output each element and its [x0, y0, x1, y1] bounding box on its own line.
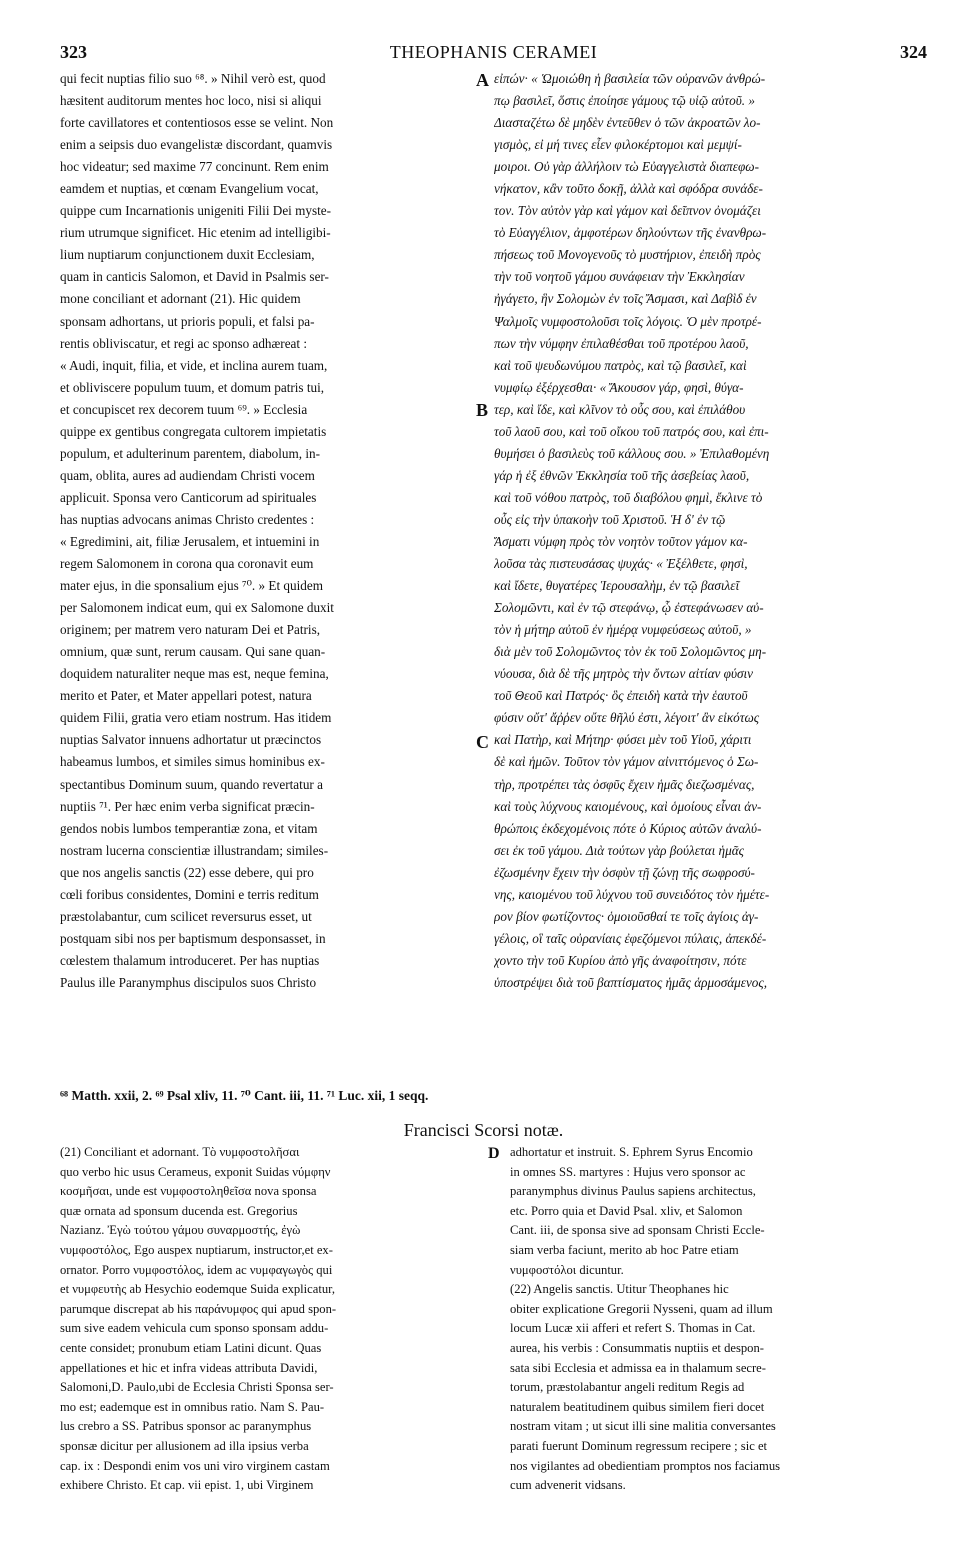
- note-text-line: sata sibi Ecclesia et admissa ea in thalamum secre-: [510, 1360, 766, 1375]
- note-text-line: sponsæ dicitur per allusionem ad illa ipsius verba: [60, 1438, 309, 1453]
- greek-text-line: τὸ Εὐαγγέλιον, ἀμφοτέρων δηλούντων τῆς ἐνανθρω-: [494, 225, 767, 241]
- latin-text-line: hoc videatur; sed maxime 77 concinunt. Rem enim: [60, 159, 329, 175]
- greek-text-line: χοντο τὴν τοῦ Κυρίου ἀπὸ γῆς ἀναφοίτησιν, πότε: [494, 952, 747, 968]
- latin-text-line: præstolabantur, cum scilicet reversurus esset, ut: [60, 908, 312, 924]
- note-text-line: locum Lucæ xii afferi et refert S. Thomas in Cat.: [510, 1321, 756, 1336]
- greek-text-line: σει ἐκ τοῦ γάμου. Διὰ τούτων γὰρ βούλεται ἡμᾶς: [494, 842, 744, 858]
- note-text-line: paranymphus divinus Paulus sapiens architectus,: [510, 1184, 756, 1199]
- greek-text-line: τὴρ, προτρέπει τὰς ὀσφῦς ἔχειν ἡμᾶς διεζωσμένας,: [494, 776, 755, 792]
- margin-marker-c: C: [476, 732, 489, 752]
- running-title: THEOPHANIS CERAMEI: [389, 42, 598, 62]
- note-text-line: aurea, his verbis : Consummatis nuptiis et despon-: [510, 1340, 764, 1355]
- latin-text-line: doquidem naturaliter neque mas est, neque femina,: [60, 666, 329, 682]
- latin-text-line: nostram lucerna conscientiæ illustrandam; similes-: [60, 842, 329, 858]
- greek-text-line: Ἄσματι νύμφη πρὸς τὸν νοητὸν τοῦτον γάμον κα-: [494, 533, 748, 549]
- note-text-line: parumque discrepat ab his παράνυμφος qui apud spon-: [60, 1301, 337, 1316]
- latin-text-line: nuptias Salvator innuens adhortatur ut præcinctos: [60, 732, 322, 748]
- margin-marker-d: D: [488, 1145, 500, 1162]
- greek-text-line: ἐζωσμένην ἔχειν τὴν ὀσφὺν τῇ ζώνῃ τῆς σωφροσύ-: [494, 864, 755, 880]
- greek-text-line: τον. Τὸν αὐτὸν γὰρ καὶ γάμον καὶ δεῖπνον ὀνομάζει: [494, 203, 761, 219]
- page-header: [60, 42, 927, 66]
- latin-text-line: et obliviscere populum tuum, et domum patris tui,: [60, 379, 325, 395]
- note-text-line: exhibere Christo. Et cap. vii epist. 1, ubi Virginem: [60, 1478, 314, 1493]
- latin-text-line: Paulus ille Paranymphus discipulos suos Christo: [60, 974, 317, 990]
- notes-right-column: [510, 1143, 940, 1496]
- latin-text-line: sponsam adhortans, ut prioris populi, et falsi pa-: [60, 313, 315, 329]
- latin-text-line: merito et Pater, et Mater appellari potest, natura: [60, 688, 312, 704]
- latin-text-line: quidem Filii, gratia vero etiam nostrum. Has itidem: [60, 710, 332, 726]
- greek-text-line: εἰπών· « Ὡμοιώθη ἡ βασιλεία τῶν οὐρανῶν ἀνθρώ-: [494, 71, 766, 86]
- greek-text-line: ἠγάγετο, ἣν Σολομὼν ἐν τοῖς Ἄσμασι, καὶ Δαβὶδ ἐν: [494, 291, 757, 307]
- latin-text-line: quippe ex gentibus congregata cultorem impietatis: [60, 423, 327, 439]
- latin-text-line: per Salomonem indicat eum, qui ex Salomone duxit: [60, 600, 334, 616]
- notes-title: Francisci Scorsi notæ.: [403, 1120, 564, 1140]
- greek-text-line: τοῦ λαοῦ σου, καὶ τοῦ οἴκου τοῦ πατρός σου, καὶ ἐπι-: [494, 423, 769, 439]
- latin-text-line: quippe cum Incarnationis unigeniti Filii Dei myste-: [60, 203, 332, 219]
- note-text-line: mo est; eademque est in omnibus ratio. Nam S. Pau-: [60, 1399, 325, 1414]
- page-number-right: 324: [900, 42, 927, 62]
- greek-text-line: γισμὸς, εἰ μή τινες εἶεν φιλοκέρτομοι καὶ μεμψί-: [494, 137, 742, 153]
- latin-text-line: omnium, quæ sunt, rerum causam. Qui sane quan-: [60, 644, 326, 660]
- latin-text-line: applicuit. Sponsa vero Canticorum ad spirituales: [60, 489, 317, 505]
- greek-text-line: θυμήσει ὁ βασιλεὺς τοῦ κάλλους σου. » Ἐπιλαθομένη: [494, 445, 770, 461]
- note-text-line: nostram vitam ; ut sicut illi sine malitia conversantes: [510, 1419, 776, 1434]
- greek-text-line: γέλοις, οἳ ταῖς οὐρανίαις ἐφεζόμενοι πύλαις, ἀπεκδέ-: [494, 930, 767, 946]
- notes-left-column: [60, 1143, 480, 1496]
- latin-text-line: spectantibus Dominum suum, quando revertatur a: [60, 776, 323, 792]
- latin-text-line: has nuptias advocans animas Christo credentes :: [60, 511, 315, 527]
- greek-text-line: νήκατον, κἂν τοῦτο δοκῇ, ἀλλὰ καὶ σφόδρα συνάδε-: [494, 181, 763, 197]
- note-text-line: Cant. iii, de sponsa sive ad sponsam Christi Eccle-: [510, 1223, 765, 1238]
- greek-text-line: θρώποις ἐκδεχομένοις πότε ὁ Κύριος αὐτῶν ἀναλύ-: [494, 820, 762, 836]
- note-text-line: νυμφοστόλος, Ego auspex nuptiarum, instructor,et ex-: [60, 1242, 333, 1257]
- latin-text-line: que nos angelis sanctis (22) esse debere, qui pro: [60, 864, 314, 880]
- greek-text-line: τὸν ἡ μήτηρ αὐτοῦ ἐν ἡμέρᾳ νυμφεύσεως αὐτοῦ, »: [494, 622, 752, 638]
- margin-marker-a: A: [476, 70, 489, 90]
- latin-text-line: qui fecit nuptias filio suo ⁶⁸. » Nihil verò est, quod: [60, 71, 326, 86]
- greek-text-line: ρον βίον φωτίζοντος· ὁμοιοῦσθαί τε τοῖς ἁγίοις ἀγ-: [494, 908, 759, 924]
- greek-text-line: τοῦ Θεοῦ καὶ Πατρός· ὃς ἐπειδὴ κατὰ τὴν ἑαυτοῦ: [494, 688, 748, 704]
- note-text-line: cap. ix : Despondi enim vos uni viro virginem castam: [60, 1458, 330, 1473]
- greek-text-line: πων τὴν νύμφην ἐπιλαθέσθαι τοῦ προτέρου λαοῦ,: [494, 335, 749, 351]
- latin-text-line: rium utrumque significet. Hic etenim ad intelligibi-: [60, 225, 331, 241]
- greek-text-line: οὖς εἰς τὴν ὑπακοὴν τοῦ Χριστοῦ. Ἡ δ' ἐν τῷ: [494, 511, 726, 527]
- note-text-line: Nazianz. Ἐγὼ τούτου γάμου συναρμοστής, ἐγὼ: [60, 1223, 301, 1238]
- latin-text-line: enim a seipsis duo evangelistæ discordant, quamvis: [60, 137, 333, 153]
- greek-text-line: Διασταζέτω δὲ μηδὲν ἐντεῦθεν ὁ τῶν ἀκροατῶν λο-: [494, 115, 761, 131]
- greek-text-line: Ψαλμοῖς νυμφοστολοῦσι τοῖς λόγοις. Ὁ μὲν προτρέ-: [494, 313, 762, 329]
- note-text-line: appellationes et hic et infra videas attributa Davidi,: [60, 1360, 318, 1375]
- latin-text-line: postquam sibi nos per baptismum desponsasset, in: [60, 930, 326, 946]
- latin-text-line: cœli foribus considentes, Domini e terris reditum: [60, 886, 319, 902]
- note-text-line: lus crebro a SS. Patribus sponsor ac paranymphus: [60, 1419, 312, 1434]
- greek-text-line: διὰ μὲν τοῦ Σολομῶντος τὸν ἐκ τοῦ Σολομῶντος μη-: [494, 644, 767, 660]
- latin-text-line: populum, et adulterinum parentem, diabolum, in-: [60, 445, 321, 461]
- greek-text-line: ὑποστρέψει διὰ τοῦ βαπτίσματος ἡμᾶς ἁρμοσάμενος,: [494, 974, 768, 990]
- latin-text-line: « Audi, inquit, filia, et vide, et inclina aurem tuam,: [60, 357, 328, 373]
- latin-text-line: « Egredimini, ait, filiæ Jerusalem, et intuemini in: [60, 533, 320, 549]
- latin-text-line: cœlestem thalamum introduceret. Per has nuptias: [60, 952, 320, 968]
- greek-text-line: καὶ τοῦ νόθου πατρὸς, τοῦ διαβόλου φημὶ, ἔκλινε τὸ: [494, 489, 763, 505]
- latin-text-line: lium nuptiarum conjunctionem duxit Ecclesiam,: [60, 247, 315, 263]
- note-text-line: torum, præstolabantur angeli reditum Regis ad: [510, 1380, 745, 1395]
- note-text-line: Salomoni,D. Paulo,ubi de Ecclesia Christi Sponsa ser-: [60, 1380, 334, 1395]
- latin-text-line: regem Salomonem in corona qua coronavit eum: [60, 556, 314, 572]
- note-text-line: parati fuerunt Dominum regressum recipere ; sic et: [510, 1438, 768, 1453]
- greek-text-line: φύσιν οὔτ' ἄῤῥεν οὔτε θῆλύ ἐστι, λέγοιτ' ἂν εἰκότως: [494, 710, 760, 726]
- latin-text-line: habeamus lumbos, et similes simus hominibus ex-: [60, 754, 325, 770]
- note-text-line: etc. Porro quia et David Psal. xliv, et Salomon: [510, 1203, 743, 1218]
- note-text-line: κοσμῆσαι, unde est νυμφοστοληθεῖσα nova sponsa: [60, 1184, 317, 1199]
- latin-text-line: mater ejus, in die sponsalium ejus ⁷⁰. » Et quidem: [60, 578, 323, 594]
- note-text-line: siam verba faciunt, merito ab hoc Patre etiam: [510, 1242, 739, 1257]
- greek-text-line: πήσεως τοῦ Μονογενοῦς τὸ μυστήριον, ἐπειδὴ πρὸς: [494, 247, 761, 263]
- greek-text-line: τερ, καὶ ἴδε, καὶ κλῖνον τὸ οὖς σου, καὶ ἐπιλάθου: [494, 401, 746, 417]
- greek-column: [494, 68, 934, 994]
- note-text-line: quæ ornata ad sponsum ducenda est. Gregorius: [60, 1203, 298, 1218]
- note-text-line: cum advenerit vidsans.: [510, 1478, 626, 1493]
- greek-text-line: καὶ τοῦ ψευδωνύμου πατρὸς, καὶ τῷ βασιλεῖ, καὶ: [494, 357, 747, 373]
- latin-text-line: quam in canticis Salomon, et David in Psalmis ser-: [60, 269, 329, 285]
- note-text-line: quo verbo hic usus Cerameus, exponit Suidas νύμφην: [60, 1164, 331, 1179]
- greek-text-line: γάρ ἡ ἐξ ἐθνῶν Ἐκκλησία τοῦ τῆς ἀσεβείας λαοῦ,: [494, 467, 750, 483]
- note-text-line: νυμφοστόλοι dicuntur.: [510, 1262, 624, 1277]
- note-text-line: (22) Angelis sanctis. Utitur Theophanes hic: [510, 1282, 729, 1297]
- latin-text-line: rentis obliviscatur, et regi ac sponso adhæreat :: [60, 335, 308, 351]
- greek-text-line: καὶ ἴδετε, θυγατέρες Ἱερουσαλὴμ, ἐν τῷ βασιλεῖ: [494, 578, 740, 594]
- footnotes: ⁶⁸ Matth. xxii, 2. ⁶⁹ Psal xliv, 11. ⁷⁰ Cant. iii, 11. ⁷¹ Luc. xii, 1 seqq.: [60, 1088, 429, 1103]
- latin-text-line: eamdem et nuptias, et cœnam Evangelium vocat,: [60, 181, 319, 197]
- greek-text-line: δὲ καὶ ἡμῶν. Τοῦτον τὸν γάμον αἰνιττόμενος ὁ Σω-: [494, 754, 759, 770]
- latin-text-line: et concupiscet rex decorem tuum ⁶⁹. » Ecclesia: [60, 401, 308, 417]
- greek-text-line: νύουσα, διὰ δὲ τῆς μητρὸς τὴν ὄντων αἰτίαν φύσιν: [494, 666, 754, 682]
- latin-text-line: hæsitent auditorum mentes hoc loco, nisi si aliqui: [60, 93, 322, 109]
- greek-text-line: τὴν τοῦ νοητοῦ γάμου συνάφειαν τὴν Ἐκκλησίαν: [494, 269, 745, 285]
- note-text-line: et νυμφευτὴς ab Hesychio eodemque Suida explicatur,: [60, 1282, 335, 1297]
- greek-text-line: πῳ βασιλεῖ, ὅστις ἐποίησε γάμους τῷ υἱῷ αὐτοῦ. »: [494, 93, 755, 109]
- note-text-line: adhortatur et instruit. S. Ephrem Syrus Encomio: [510, 1145, 753, 1159]
- note-text-line: naturalem beatitudinem quibus similem fieri docet: [510, 1399, 765, 1414]
- latin-text-line: forte cavillatores et contentiosos esse se velint. Non: [60, 115, 334, 131]
- latin-text-line: nuptiis ⁷¹. Per hæc enim verba significat præcin-: [60, 798, 315, 814]
- latin-text-line: originem; per matrem vero naturam Dei et Patris,: [60, 622, 321, 638]
- page-number-left: 323: [60, 42, 87, 62]
- note-text-line: sum sive eadem vehicula cum sponso sponsam addu-: [60, 1321, 329, 1336]
- latin-text-line: gendos nobis lumbos temperantiæ zona, et vitam: [60, 820, 318, 836]
- note-text-line: nos vigilantes ad obedientiam promptos nos faciamus: [510, 1458, 781, 1473]
- greek-text-line: Σολομῶντι, καὶ ἐν τῷ στεφάνῳ, ᾧ ἐστεφάνωσεν αὐ-: [494, 600, 764, 616]
- latin-text-line: quam, oblita, aures ad audiendam Christi vocem: [60, 467, 315, 483]
- greek-text-line: καὶ Πατὴρ, καὶ Μήτηρ· φύσει μὲν τοῦ Υἱοῦ, χάριτι: [494, 732, 752, 748]
- note-text-line: (21) Conciliant et adornant. Τὸ νυμφοστολῆσαι: [60, 1145, 300, 1159]
- greek-text-line: καὶ τοὺς λύχνους καιομένους, καὶ ὁμοίους εἶναι ἀν-: [494, 798, 762, 814]
- greek-text-line: νυμφίῳ ἐξέρχεσθαι· « Ἄκουσον γάρ, φησὶ, θύγα-: [494, 379, 744, 395]
- latin-column: [60, 68, 472, 994]
- note-text-line: obiter explicatione Gregorii Nysseni, quam ad illum: [510, 1301, 773, 1316]
- latin-text-line: mone conciliant et adornant (21). Hic quidem: [60, 291, 301, 307]
- note-text-line: in omnes SS. martyres : Hujus vero sponsor ac: [510, 1164, 746, 1179]
- note-text-line: cente considet; pronubum etiam Latini dicunt. Quas: [60, 1340, 322, 1355]
- greek-text-line: νης, καιομένου τοῦ λύχνου τοῦ συνειδότος τὸν ἡμέτε-: [494, 886, 770, 902]
- greek-text-line: λοῦσα τὰς πιστευσάσας ψυχάς· « Ἐξέλθετε, φησὶ,: [494, 556, 748, 572]
- note-text-line: ornator. Porro νυμφοστόλος, idem ac νυμφαγωγὸς qui: [60, 1262, 333, 1277]
- margin-marker-b: B: [476, 400, 489, 420]
- greek-text-line: μοιροι. Οὐ γὰρ ἀλλήλοιν τὼ Εὐαγγελιστὰ διαπεφω-: [494, 159, 759, 175]
